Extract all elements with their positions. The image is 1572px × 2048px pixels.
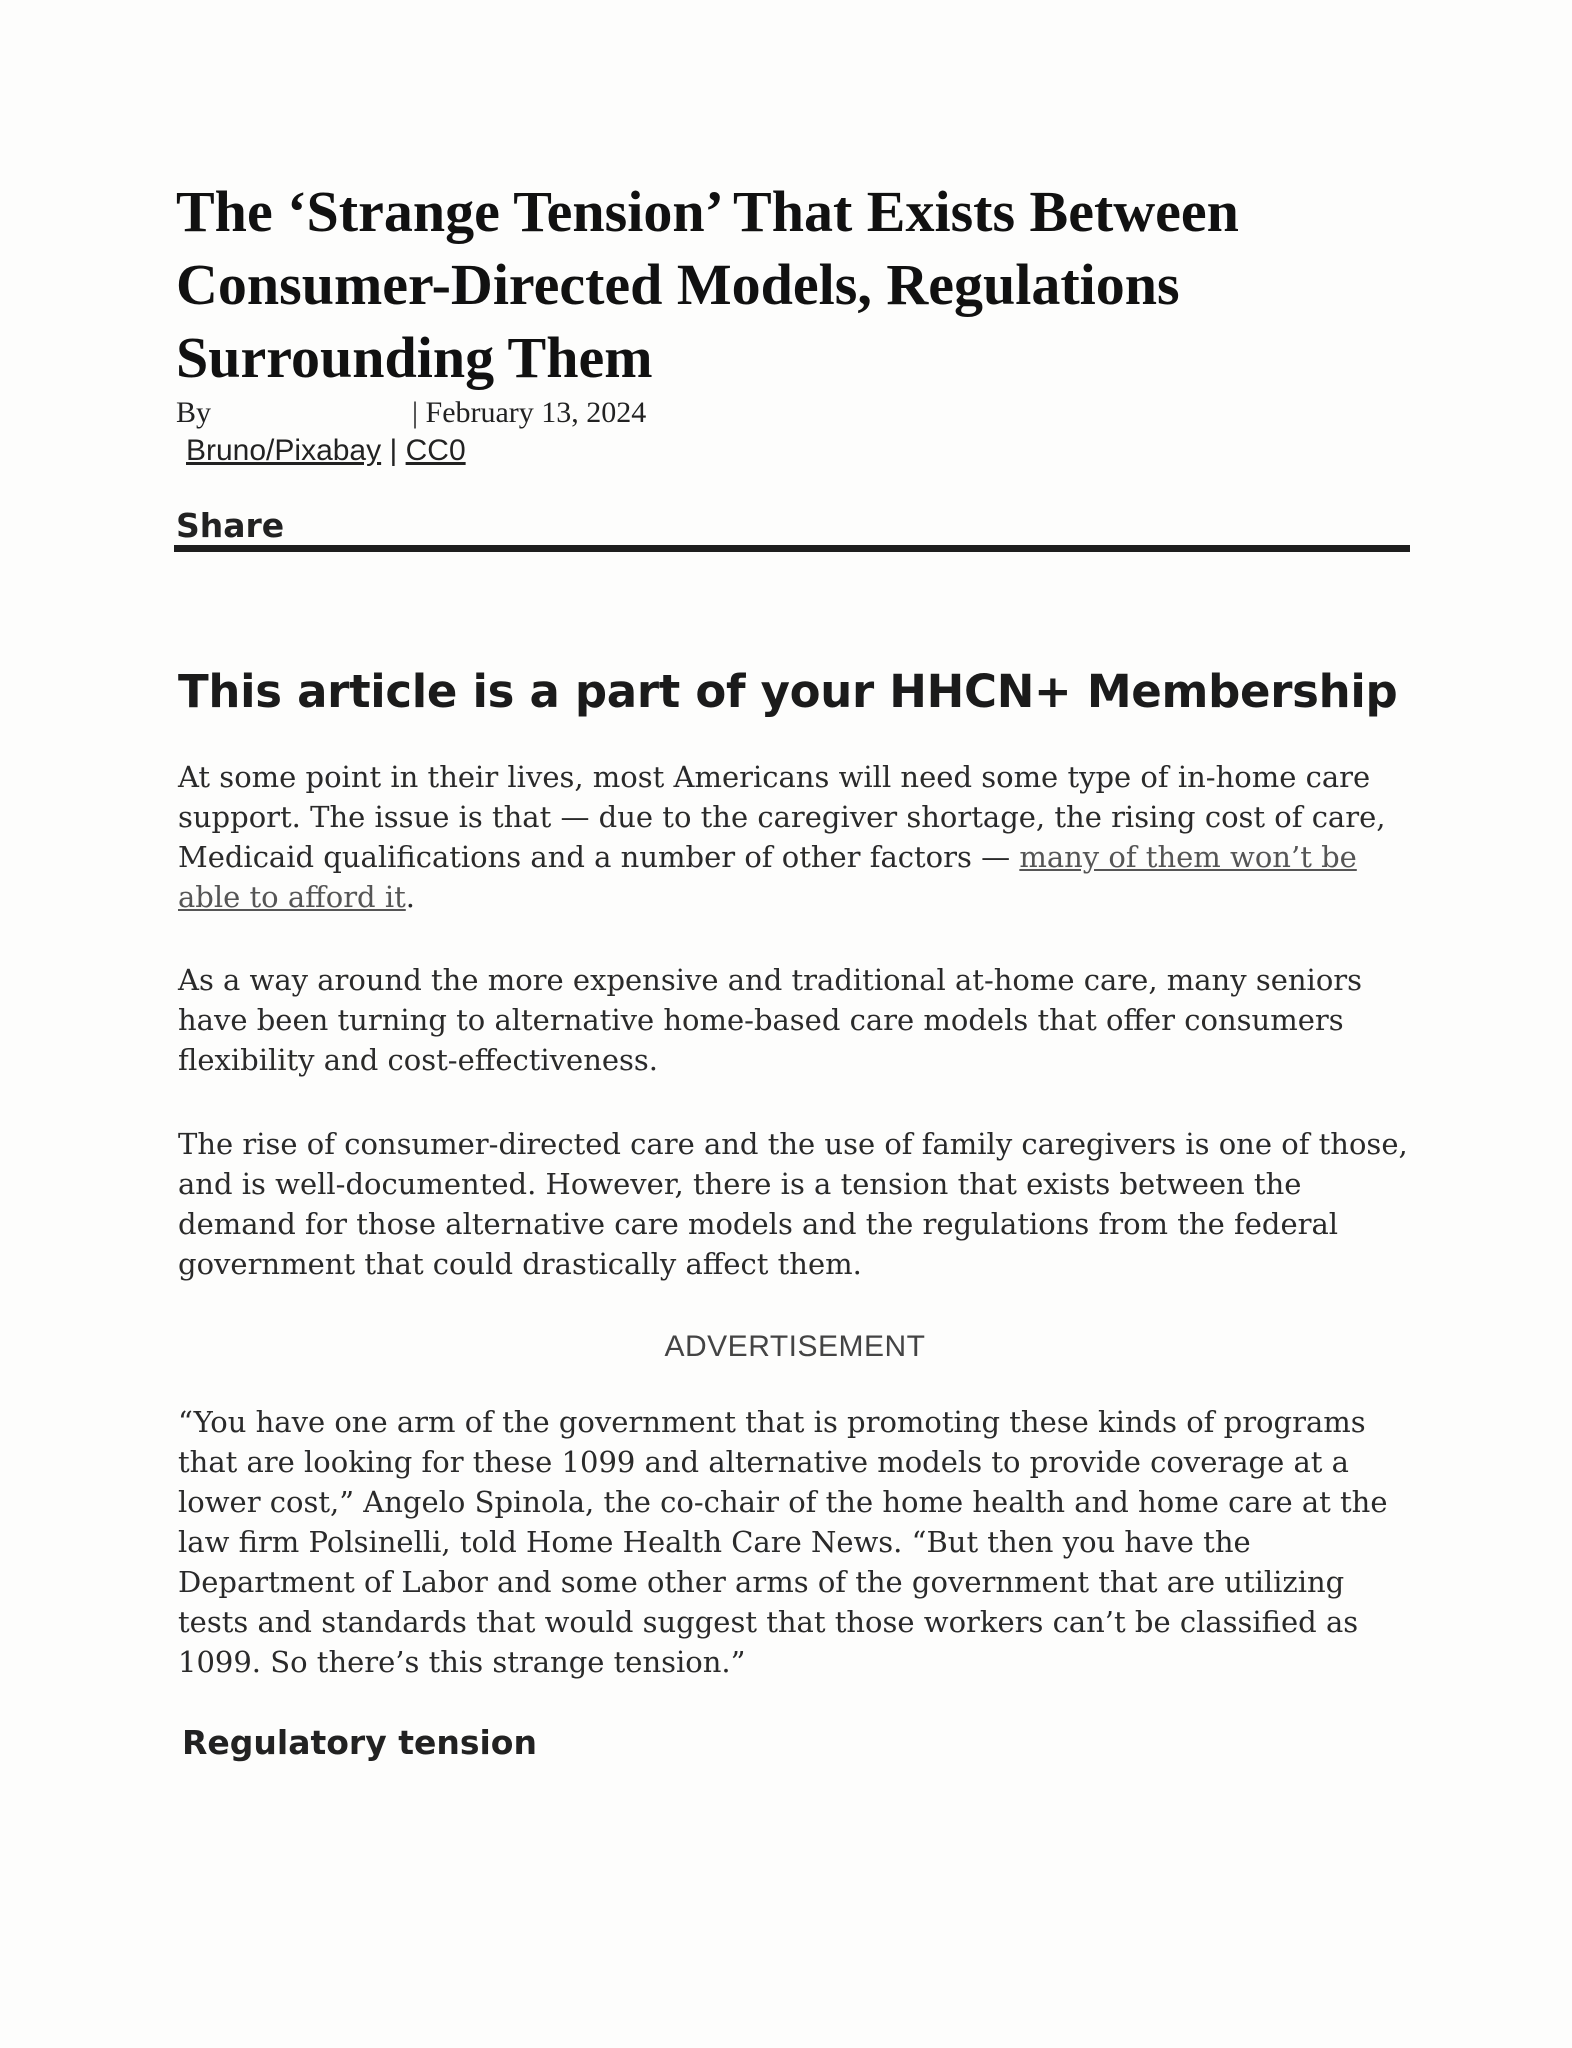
byline: [176, 396, 646, 430]
article-headline: The ‘Strange Tension’ That Exists Between Consumer-Directed Models, Regulations Surrounding Them: [176, 179, 1239, 390]
byline-prefix: By: [176, 396, 212, 429]
paragraph-3: The rise of consumer-directed care and the use of family caregivers is one of those, and is well-documented. However, there is a tension that exists between the demand for those alternative care models and the regulations from the federal government that could drastically affect them.: [178, 1127, 1408, 1281]
section-subheading: Regulatory tension: [182, 1723, 537, 1762]
share-label[interactable]: Share: [176, 506, 285, 545]
image-credit: [186, 434, 466, 468]
publish-date: | February 13, 2024: [412, 396, 647, 429]
paragraph-2: As a way around the more expensive and traditional at-home care, many seniors have been turning to alternative home-based care models that offer consumers flexibility and cost-effectiveness.: [178, 963, 1363, 1077]
credit-separator: |: [389, 434, 398, 467]
paragraph-4-quote: “You have one arm of the government that is promoting these kinds of programs that are looking for these 1099 and alternative models to provide coverage at a lower cost,” Angelo Spinola, the co-chair of the home health and home care at the law firm Polsinelli, told Home Health Care News. “But then you have the Department of Labor and some other arms of the government that are utilizing tests and standards that would suggest that those workers can’t be classified as 1099. So there’s this strange tension.”: [178, 1405, 1388, 1679]
image-credit-link[interactable]: Bruno/Pixabay: [186, 434, 382, 467]
afford-it-link[interactable]: many of them won’t be able to afford it: [178, 840, 1357, 914]
license-link[interactable]: CC0: [405, 434, 466, 467]
advertisement-label: ADVERTISEMENT: [664, 1330, 926, 1363]
paragraph-1-end: .: [405, 880, 415, 914]
divider: [174, 545, 1410, 552]
membership-heading: This article is a part of your HHCN+ Membership: [178, 665, 1398, 718]
paragraph-1-text: At some point in their lives, most Americans will need some type of in-home care support. The issue is that — due to the caregiver shortage, the rising cost of care, Medicaid qualifications and a number of other factors —: [178, 760, 1386, 874]
paragraph-1: [178, 757, 1418, 917]
